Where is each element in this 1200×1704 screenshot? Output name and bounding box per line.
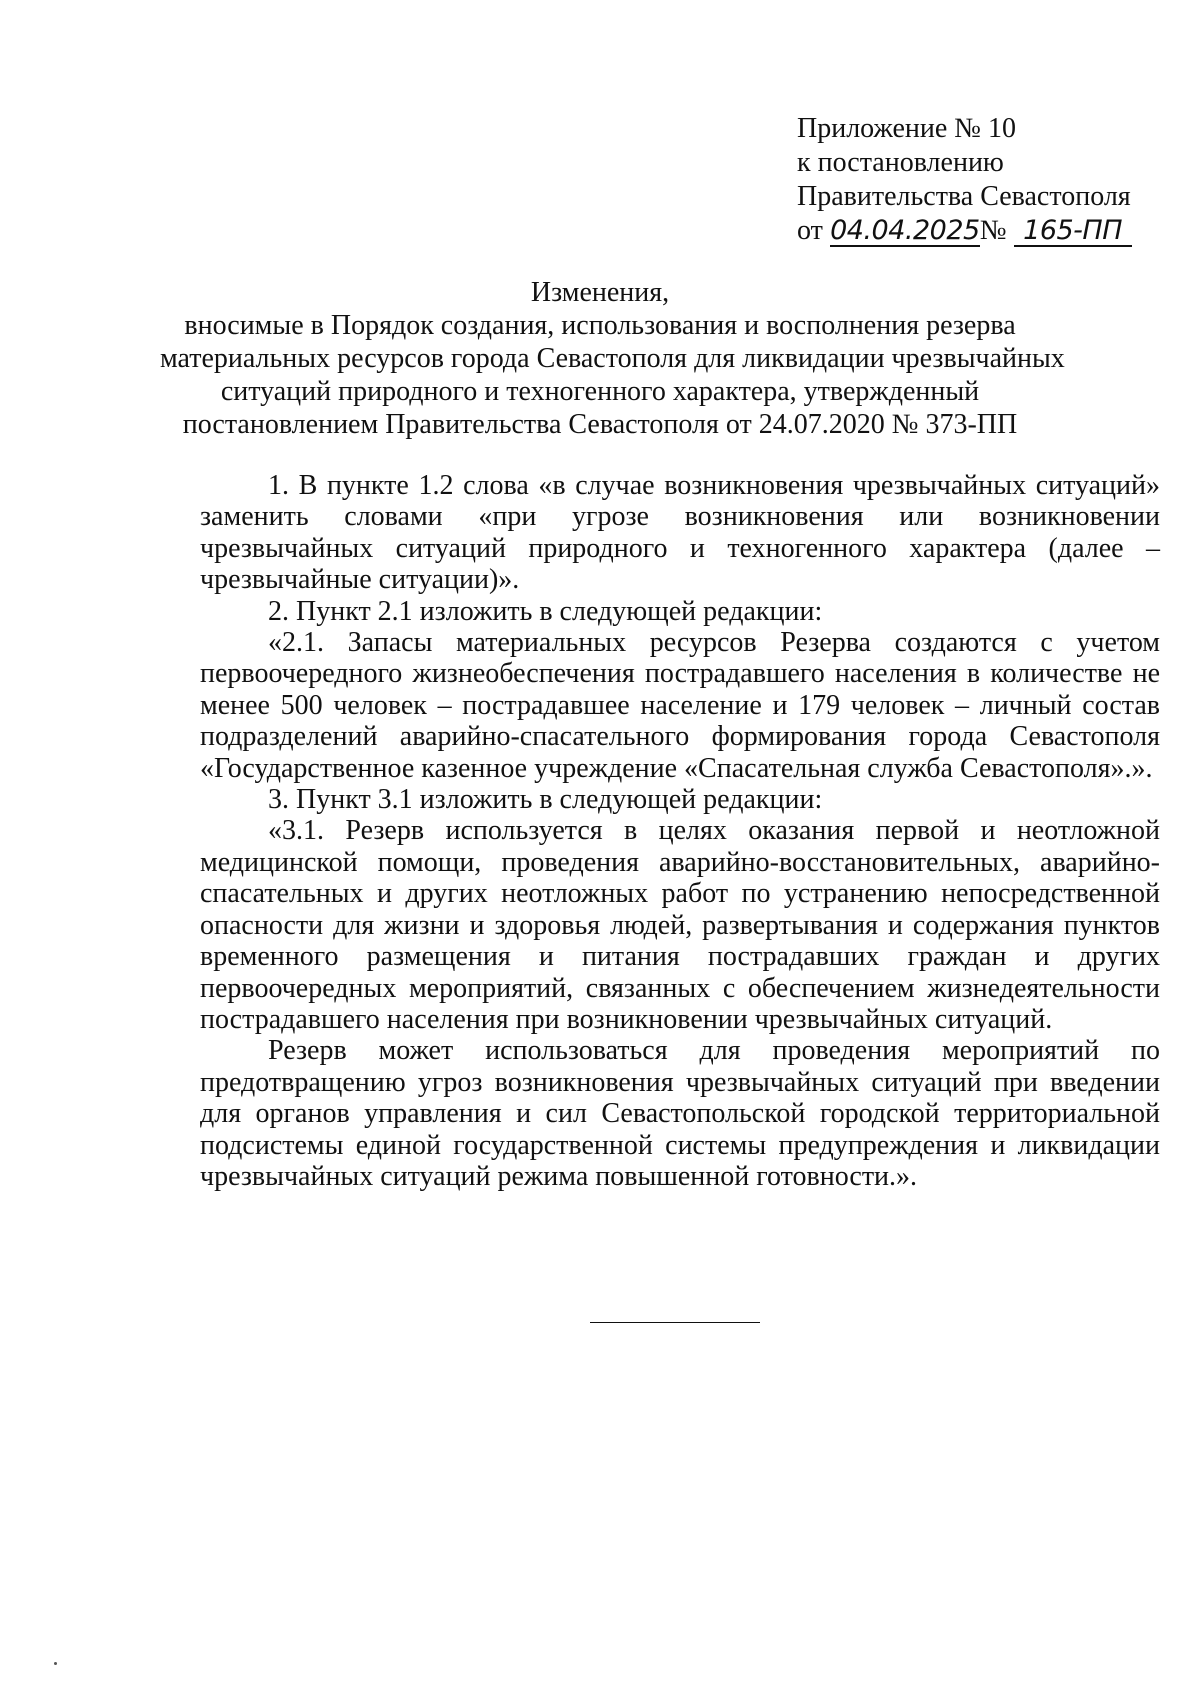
paragraph-4: 3. Пункт 3.1 изложить в следующей редакции: (268, 784, 823, 816)
title-line-1: вносимые в Порядок создания, использования и восполнения резерва (184, 310, 1016, 341)
title-line-3: ситуаций природного и техногенного характера, утвержденный (220, 376, 980, 407)
appendix-block (797, 112, 1177, 248)
appendix-line-2: к постановлению (797, 147, 1004, 178)
handwritten-number: 165-ПП (1014, 217, 1132, 247)
paragraph-6: Резерв может использоваться для проведения мероприятий по предотвращению угроз возникновения чрезвычайных ситуаций при введении для органов управления и сил Севастопольской городской территориальной подсистемы единой государственной системы предупреждения и ликвидации чрезвычайных ситуаций режима повышенной готовности.». (200, 1035, 1160, 1192)
paragraph-5: «3.1. Резерв используется в целях оказания первой и неотложной медицинской помощи, проведения аварийно-восстановительных, аварийно-спасательных и других неотложных работ по устранению непосредственной опасности для жизни и здоровья людей, развертывания и содержания пунктов временного размещения и питания пострадавших граждан и других первоочередных мероприятий, связанных с обеспечением жизнедеятельности пострадавшего населения при возникновении чрезвычайных ситуаций. (200, 815, 1160, 1035)
paragraph-1: 1. В пункте 1.2 слова «в случае возникновения чрезвычайных ситуаций» заменить словами «при угрозе возникновения или возникновении чрезвычайных ситуаций природного и техногенного характера (далее – чрезвычайные ситуации)». (200, 470, 1160, 596)
document-body (200, 470, 1160, 1192)
appendix-line-1: Приложение № 10 (797, 113, 1016, 144)
title-line-2: материальных ресурсов города Севастополя для ликвидации чрезвычайных (160, 343, 1065, 374)
title-line-4: постановлением Правительства Севастополя от 24.07.2020 № 373-ПП (182, 409, 1018, 440)
end-divider (590, 1322, 760, 1323)
appendix-date-line (797, 214, 1177, 248)
paragraph-3: «2.1. Запасы материальных ресурсов Резерва создаются с учетом первоочередного жизнеобеспечения пострадавшего населения в количестве не менее 500 человек – пострадавшее население и 179 человек – личный состав подразделений аварийно-спасательного формирования города Севастополя «Государственное казенное учреждение «Спасательная служба Севастополя».». (200, 627, 1160, 784)
scan-speck (54, 1662, 57, 1665)
appendix-line-3: Правительства Севастополя (797, 181, 1131, 212)
paragraph-2: 2. Пункт 2.1 изложить в следующей редакции: (268, 595, 823, 627)
handwritten-date: 04.04.2025 (830, 215, 980, 246)
document-title (160, 276, 1065, 441)
title-heading: Изменения, (530, 277, 670, 308)
from-label: от (797, 215, 823, 246)
number-label: № (979, 215, 1007, 246)
